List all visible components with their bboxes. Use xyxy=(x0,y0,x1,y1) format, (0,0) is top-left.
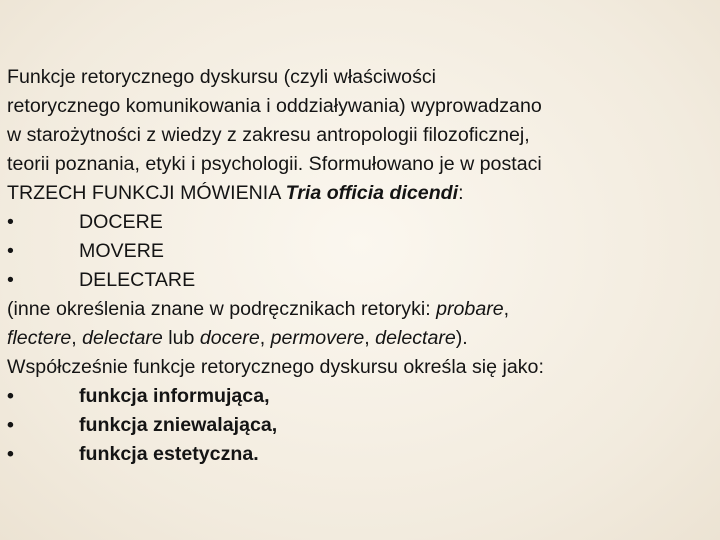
list-item-label: MOVERE xyxy=(79,240,164,262)
list-item-label: funkcja estetyczna. xyxy=(79,443,259,465)
list-item-label: DOCERE xyxy=(79,211,163,233)
bullet-icon: • xyxy=(7,240,14,262)
para2-line-2 xyxy=(7,324,713,353)
para2-line-1 xyxy=(7,295,713,324)
term-permovere: permovere xyxy=(270,327,365,349)
para2-text: lub xyxy=(162,327,200,349)
para1-line-4: teorii poznania, etyki i psychologii. Sformułowano je w postaci xyxy=(7,153,542,175)
slide-text xyxy=(7,63,713,469)
list-item-label: funkcja informująca, xyxy=(79,385,270,407)
term-delectare: delectare xyxy=(82,327,163,349)
para1-line-2: retorycznego komunikowania i oddziaływania) wyprowadzano xyxy=(7,95,542,117)
list-item-docere xyxy=(7,208,713,237)
list-item-delectare xyxy=(7,266,713,295)
para1-line-3: w starożytności z wiedzy z zakresu antropologii filozoficznej, xyxy=(7,124,530,146)
bullet-icon: • xyxy=(7,414,14,436)
para2-text: (inne określenia znane w podręcznikach retoryki: xyxy=(7,298,437,320)
para2-text: , xyxy=(71,327,83,349)
term-delectare-2: delectare xyxy=(375,327,456,349)
list-item-label: DELECTARE xyxy=(79,269,196,291)
term-flectere: flectere xyxy=(7,327,72,349)
para2-text: , xyxy=(364,327,376,349)
bullet-icon: • xyxy=(7,269,14,291)
list-item-label: funkcja zniewalająca, xyxy=(79,414,278,436)
bullet-icon: • xyxy=(7,385,14,407)
para1-line-5 xyxy=(7,179,713,208)
para2-text: ). xyxy=(455,327,468,349)
latin-term: Tria officia dicendi xyxy=(285,182,459,204)
list-item-zniewalajaca xyxy=(7,411,713,440)
list-item-movere xyxy=(7,237,713,266)
list-item-estetyczna xyxy=(7,440,713,469)
line5-suffix: : xyxy=(458,182,464,204)
bullet-icon: • xyxy=(7,443,14,465)
term-probare: probare xyxy=(436,298,504,320)
para1-line-1: Funkcje retorycznego dyskursu (czyli właściwości xyxy=(7,66,437,88)
line5-prefix: TRZECH FUNKCJI MÓWIENIA xyxy=(7,182,286,204)
para3-line: Współcześnie funkcje retorycznego dyskursu określa się jako: xyxy=(7,356,544,378)
term-docere: docere xyxy=(199,327,260,349)
para2-text: , xyxy=(259,327,271,349)
bullet-icon: • xyxy=(7,211,14,233)
para2-text: , xyxy=(503,298,510,320)
list-item-informujaca xyxy=(7,382,713,411)
